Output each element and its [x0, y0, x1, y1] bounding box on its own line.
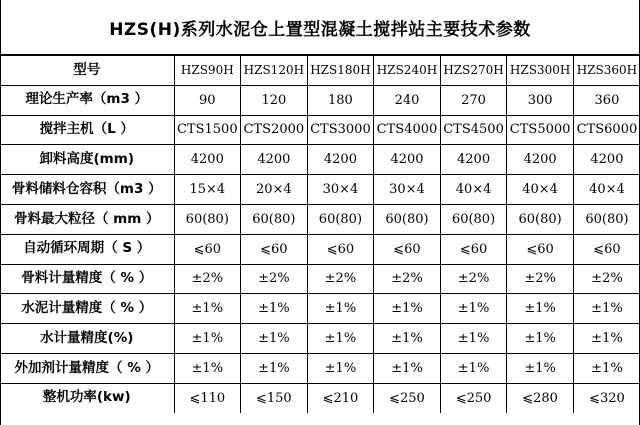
model-header: HZS240H	[374, 56, 441, 86]
table-cell: 4200	[507, 145, 574, 175]
table-row	[0, 145, 640, 175]
model-header: HZS360H	[573, 56, 640, 86]
table-cell: 30×4	[374, 175, 441, 205]
table-cell: CTS1500	[174, 115, 241, 145]
table-cell: ⩽60	[307, 234, 374, 264]
table-cell: ⩽150	[241, 383, 308, 412]
model-header: HZS90H	[174, 56, 241, 86]
table-cell: 60(80)	[241, 204, 308, 234]
table-row	[0, 85, 640, 115]
table-cell: ±1%	[573, 324, 640, 354]
table-cell: 60(80)	[174, 204, 241, 234]
table-row	[0, 234, 640, 264]
table-row	[0, 204, 640, 234]
table-cell: 4200	[374, 145, 441, 175]
table-cell: ±1%	[573, 353, 640, 383]
table-cell: ⩽250	[374, 383, 441, 412]
table-cell: ⩽60	[174, 234, 241, 264]
table-cell: 30×4	[307, 175, 374, 205]
table-cell: ±1%	[374, 353, 441, 383]
table-cell: ±2%	[174, 264, 241, 294]
table-cell: ±1%	[241, 353, 308, 383]
table-cell: ±1%	[307, 353, 374, 383]
table-cell: ⩽60	[374, 234, 441, 264]
model-header: HZS270H	[440, 56, 507, 86]
table-cell: ±1%	[374, 294, 441, 324]
table-cell: 120	[241, 85, 308, 115]
table-cell: ±1%	[507, 324, 574, 354]
table-cell: CTS5000	[507, 115, 574, 145]
table-row	[0, 115, 640, 145]
table-cell: ±1%	[440, 353, 507, 383]
table-cell: ±1%	[241, 294, 308, 324]
table-cell: ⩽60	[241, 234, 308, 264]
table-cell: ±2%	[374, 264, 441, 294]
table-cell: 60(80)	[307, 204, 374, 234]
table-cell: 20×4	[241, 175, 308, 205]
header-row	[0, 56, 640, 86]
row-label: 外加剂计量精度（ % ）	[0, 353, 174, 383]
header-label: 型号	[0, 56, 174, 86]
table-row	[0, 324, 640, 354]
table-row	[0, 353, 640, 383]
row-label: 整机功率(kw)	[0, 383, 174, 412]
model-header: HZS180H	[307, 56, 374, 86]
table-cell: 4200	[440, 145, 507, 175]
table-cell: ±2%	[241, 264, 308, 294]
spec-table	[0, 55, 640, 413]
model-header: HZS300H	[507, 56, 574, 86]
table-cell: 60(80)	[507, 204, 574, 234]
table-cell: 60(80)	[573, 204, 640, 234]
table-cell: ±1%	[241, 324, 308, 354]
table-cell: CTS2000	[241, 115, 308, 145]
table-cell: 40×4	[507, 175, 574, 205]
table-cell: CTS4500	[440, 115, 507, 145]
table-cell: ±1%	[573, 294, 640, 324]
table-cell: ±2%	[307, 264, 374, 294]
row-label: 卸料高度(mm)	[0, 145, 174, 175]
table-cell: ±2%	[440, 264, 507, 294]
row-label: 水计量精度(%)	[0, 324, 174, 354]
table-cell: ±2%	[507, 264, 574, 294]
table-cell: CTS4000	[374, 115, 441, 145]
table-cell: ⩽60	[573, 234, 640, 264]
row-label: 理论生产率（m3 ）	[0, 85, 174, 115]
table-cell: 180	[307, 85, 374, 115]
table-cell: ±1%	[440, 324, 507, 354]
table-cell: ±1%	[307, 294, 374, 324]
table-cell: 360	[573, 85, 640, 115]
table-row	[0, 264, 640, 294]
row-label: 水泥计量精度（ % ）	[0, 294, 174, 324]
table-cell: 300	[507, 85, 574, 115]
row-label: 骨料储料仓容积（m3 ）	[0, 175, 174, 205]
table-cell: 60(80)	[440, 204, 507, 234]
table-cell: ⩽320	[573, 383, 640, 412]
model-header: HZS120H	[241, 56, 308, 86]
table-cell: ⩽110	[174, 383, 241, 412]
table-cell: ⩽250	[440, 383, 507, 412]
row-label: 搅拌主机（L ）	[0, 115, 174, 145]
row-label: 骨料计量精度（ % ）	[0, 264, 174, 294]
table-title: HZS(H)系列水泥仓上置型混凝土搅拌站主要技术参数	[0, 0, 640, 55]
table-cell: ⩽210	[307, 383, 374, 412]
table-row	[0, 383, 640, 412]
table-cell: CTS3000	[307, 115, 374, 145]
table-cell: 40×4	[573, 175, 640, 205]
row-label: 骨料最大粒径（ mm ）	[0, 204, 174, 234]
table-row	[0, 175, 640, 205]
table-row	[0, 294, 640, 324]
table-cell: ±1%	[174, 324, 241, 354]
table-cell: 4200	[573, 145, 640, 175]
table-cell: ±1%	[507, 294, 574, 324]
row-label: 自动循环周期（ S ）	[0, 234, 174, 264]
table-cell: ⩽60	[440, 234, 507, 264]
table-cell: ±2%	[573, 264, 640, 294]
table-cell: ±1%	[174, 353, 241, 383]
table-cell: CTS6000	[573, 115, 640, 145]
table-cell: ±1%	[307, 324, 374, 354]
table-cell: ⩽60	[507, 234, 574, 264]
table-cell: 4200	[307, 145, 374, 175]
table-cell: 60(80)	[374, 204, 441, 234]
table-cell: 4200	[174, 145, 241, 175]
table-cell: ⩽280	[507, 383, 574, 412]
table-cell: ±1%	[440, 294, 507, 324]
table-cell: ±1%	[374, 324, 441, 354]
table-cell: 15×4	[174, 175, 241, 205]
table-cell: 4200	[241, 145, 308, 175]
table-cell: 240	[374, 85, 441, 115]
table-cell: ±1%	[507, 353, 574, 383]
table-cell: ±1%	[174, 294, 241, 324]
table-cell: 270	[440, 85, 507, 115]
table-cell: 40×4	[440, 175, 507, 205]
table-cell: 90	[174, 85, 241, 115]
